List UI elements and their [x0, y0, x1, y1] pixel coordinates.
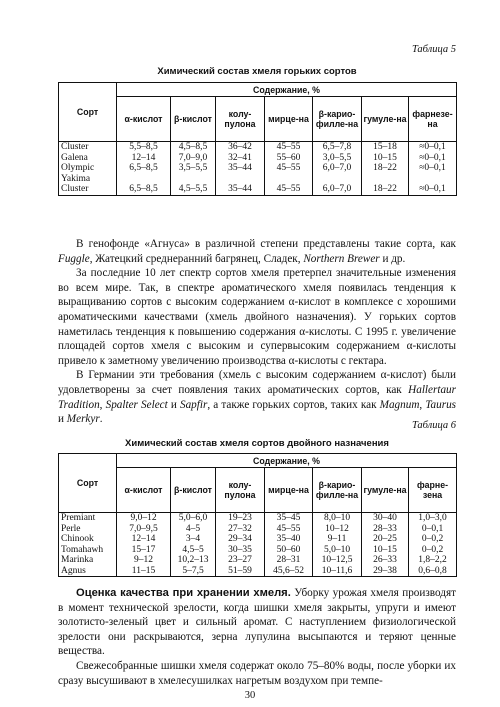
row-value: 5,5–8,5: [117, 142, 171, 153]
row-value: 19–23: [216, 513, 265, 524]
row-value: 36–42: [216, 142, 265, 153]
table6-title: Химический состав хмеля сортов двойного назначения: [125, 438, 389, 449]
table-row: [59, 545, 457, 556]
paragraph-germany: В Германии эти требования (хмель с высоким содержанием α-кислот) были удовлетворены за счет появления таких ароматических сортов, как Hallertaur Tradition, Spalter Select и Sapfir, а также горьких сортов, таких как Magnum, Taurus и Merkyr.: [58, 369, 457, 426]
row-value: 28–31: [265, 555, 313, 566]
table5-col-myrcene: мирце-на: [265, 97, 313, 142]
table5-header-variety: Сорт: [59, 83, 117, 142]
row-value: ≈0–0,1: [409, 163, 457, 174]
page-number: 30: [244, 690, 256, 701]
table-row: [59, 566, 457, 577]
table6-col-humulene: гумуле-на: [362, 468, 409, 513]
row-value: 0–0,2: [409, 534, 457, 545]
row-value: [265, 174, 313, 185]
row-value: 0–0,1: [409, 524, 457, 535]
paragraph-storage-quality: Оценка качества при хранении хмеля. Уборку урожая хмеля производят в момент технической зрелости, когда шишки хмеля закрыты, упруги и имеют золотисто-зеленый цвет и сильный аромат. С наступлением физиологической зрелости они раскрываются, зерна лупулина высыпаются и теряют ценные вещества.: [58, 587, 456, 658]
row-value: 30–40: [362, 513, 409, 524]
table6: [58, 453, 457, 577]
row-value: 10–12: [313, 524, 362, 535]
row-value: ≈0–0,1: [409, 142, 457, 153]
table6-header-content: Содержание, %: [117, 454, 457, 468]
row-value: 35–44: [216, 184, 265, 195]
table5-header-content: Содержание, %: [117, 83, 457, 97]
row-value: [313, 174, 362, 185]
row-variety: Agnus: [59, 566, 117, 577]
row-value: 9,0–12: [117, 513, 171, 524]
row-value: 20–25: [362, 534, 409, 545]
row-value: 55–60: [265, 153, 313, 164]
table-row: [59, 163, 457, 174]
paragraph-drying: Свежесобранные шишки хмеля содержат около 75–80% воды, после уборки их сразу высушивают в хмелесушилках нагретым воздухом при темпе-: [58, 659, 456, 687]
row-value: 11–15: [117, 566, 171, 577]
row-value: [216, 174, 265, 185]
table-row: [59, 534, 457, 545]
row-value: 6,0–7,0: [313, 163, 362, 174]
row-value: 5,0–10: [313, 545, 362, 556]
row-value: 1,8–2,2: [409, 555, 457, 566]
row-value: 9–12: [117, 555, 171, 566]
row-value: 18–22: [362, 184, 409, 195]
row-value: 5,0–6,0: [171, 513, 216, 524]
row-value: 6,5–8,5: [117, 163, 171, 174]
row-value: 35–45: [265, 513, 313, 524]
table6-col-myrcene: мирце-на: [265, 468, 313, 513]
row-value: 9–11: [313, 534, 362, 545]
paragraph-genepool: В генофонде «Агнуса» в различной степени представлены такие сорта, как Fuggle, Жатецкий среднеранний багрянец, Сладек, Northern Brewer и др.: [58, 238, 456, 265]
row-value: 5–7,5: [171, 566, 216, 577]
paragraph-trends: За последние 10 лет спектр сортов хмеля претерпел значительные изменения во всем мире. Так, в спектре ароматического хмеля появилась тенденция к выращиванию сортов с высоким содержанием α-кислот в комплексе с хорошими ароматическими качествами (хмель двойного назначения). У горьких сортов наметилась тенденция к повышению содержания α-кислоты. С 1995 г. увеличение площадей сортов хмеля с высоким и супервысоким содержанием α-кислоты привело к заметному увеличению производства α-кислоты с гектара.: [58, 267, 456, 367]
table-row: [59, 142, 457, 153]
row-value: 6,5–8,5: [117, 184, 171, 195]
table5-col-colupulone: колу-пулона: [216, 97, 265, 142]
table5-number: Таблица 5: [411, 44, 456, 55]
table6-col-caryophyllene: β-карио-филле-на: [313, 468, 362, 513]
table5-col-alpha: α-кислот: [117, 97, 171, 142]
row-value: 50–60: [265, 545, 313, 556]
table-row: [59, 153, 457, 164]
row-value: 8,0–10: [313, 513, 362, 524]
table-row: [59, 184, 457, 195]
row-value: 4,5–8,5: [171, 142, 216, 153]
row-value: [117, 174, 171, 185]
row-value: [171, 174, 216, 185]
row-value: 45–55: [265, 163, 313, 174]
row-value: 51–59: [216, 566, 265, 577]
row-value: 35–40: [265, 534, 313, 545]
row-value: 26–33: [362, 555, 409, 566]
table5-col-humulene: гумуле-на: [362, 97, 409, 142]
row-variety: Marinka: [59, 555, 117, 566]
row-value: 3,5–5,5: [171, 163, 216, 174]
row-value: 10–12,5: [313, 555, 362, 566]
row-value: [409, 174, 457, 185]
table5-title: Химический состав хмеля горьких сортов: [157, 66, 357, 77]
row-value: 32–41: [216, 153, 265, 164]
row-variety: Tomahawh: [59, 545, 117, 556]
row-value: 10–11,6: [313, 566, 362, 577]
row-value: 0,6–0,8: [409, 566, 457, 577]
row-value: 29–38: [362, 566, 409, 577]
section-heading: Оценка качества при хранении хмеля.: [76, 587, 291, 599]
row-value: 30–35: [216, 545, 265, 556]
row-variety: Premiant: [59, 513, 117, 524]
row-value: 3,0–5,5: [313, 153, 362, 164]
text-block-2: [58, 586, 456, 688]
table5-col-caryophyllene: β-карио-филле-на: [313, 97, 362, 142]
row-variety: Galena: [59, 153, 117, 164]
table5: [58, 82, 457, 196]
row-variety: Chinook: [59, 534, 117, 545]
row-value: 4,5–5,5: [171, 184, 216, 195]
row-value: 12–14: [117, 153, 171, 164]
row-variety: Cluster: [59, 142, 117, 153]
table5-col-beta: β-кислот: [171, 97, 216, 142]
row-value: 4,5–5: [171, 545, 216, 556]
row-value: 29–34: [216, 534, 265, 545]
table6-col-farnesene: фарне-зена: [409, 468, 457, 513]
row-value: 45–55: [265, 524, 313, 535]
row-variety: Perle: [59, 524, 117, 535]
table6-col-alpha: α-кислот: [117, 468, 171, 513]
row-variety: Olympic: [59, 163, 117, 174]
row-value: 45–55: [265, 142, 313, 153]
row-value: 6,0–7,0: [313, 184, 362, 195]
row-value: 10–15: [362, 153, 409, 164]
row-variety: Cluster: [59, 184, 117, 195]
row-value: 3–4: [171, 534, 216, 545]
table5-col-farnesene: фарнезе-на: [409, 97, 457, 142]
row-value: 28–33: [362, 524, 409, 535]
table-row: [59, 174, 457, 185]
row-value: 10,2–13: [171, 555, 216, 566]
row-value: 10–15: [362, 545, 409, 556]
row-value: [362, 174, 409, 185]
table6-header-variety: Сорт: [59, 454, 117, 513]
row-value: 23–27: [216, 555, 265, 566]
row-value: ≈0–0,1: [409, 184, 457, 195]
row-value: 1,0–3,0: [409, 513, 457, 524]
row-value: 27–32: [216, 524, 265, 535]
row-value: ≈0–0,1: [409, 153, 457, 164]
table6-col-beta: β-кислот: [171, 468, 216, 513]
row-variety: Yakima: [59, 174, 117, 185]
table-row: [59, 524, 457, 535]
row-value: 15–18: [362, 142, 409, 153]
row-value: 18–22: [362, 163, 409, 174]
row-value: 7,0–9,0: [171, 153, 216, 164]
table6-col-colupulone: колу-пулона: [216, 468, 265, 513]
table-row: [59, 513, 457, 524]
row-value: 45,6–52: [265, 566, 313, 577]
row-value: 12–14: [117, 534, 171, 545]
row-value: 45–55: [265, 184, 313, 195]
table6-number: Таблица 6: [411, 420, 456, 431]
table-row: [59, 555, 457, 566]
row-value: 15–17: [117, 545, 171, 556]
text-block-1: [58, 237, 456, 427]
row-value: 35–44: [216, 163, 265, 174]
row-value: 7,0–9,5: [117, 524, 171, 535]
row-value: 4–5: [171, 524, 216, 535]
row-value: 0–0,2: [409, 545, 457, 556]
row-value: 6,5–7,8: [313, 142, 362, 153]
